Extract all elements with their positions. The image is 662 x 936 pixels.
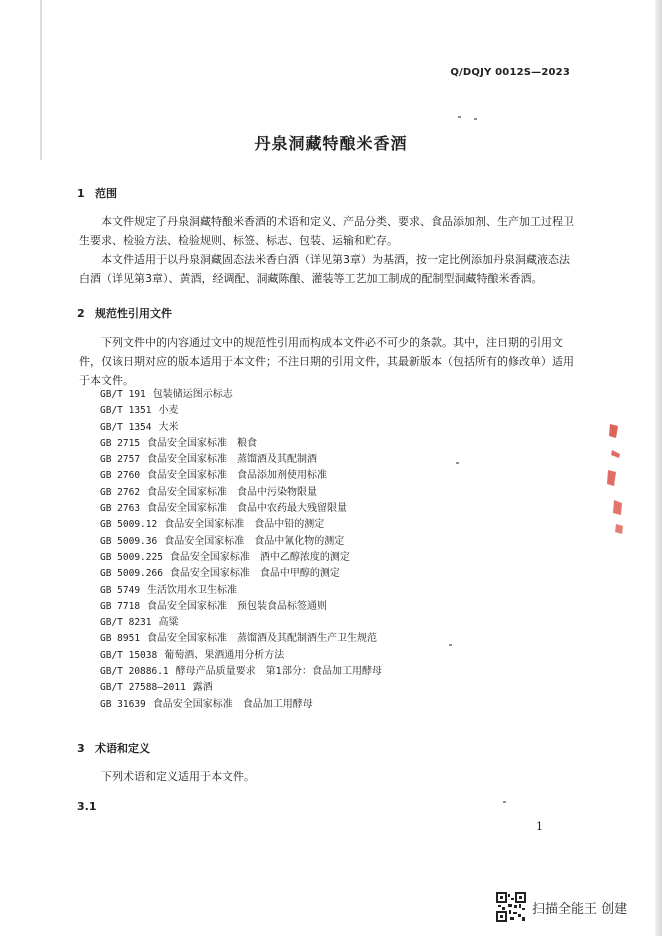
section-title: 范围 [95,187,117,200]
reference-item [100,583,382,599]
reference-code: GB/T 15038 [100,649,158,661]
reference-item [100,436,382,452]
reference-item [100,648,382,664]
reference-title: 食品安全国家标准 食品中氰化物的测定 [164,535,345,547]
watermark-text: 扫描全能王 创建 [532,901,628,917]
reference-title: 食品安全国家标准 食品添加剂使用标准 [147,470,328,482]
reference-item [100,599,382,615]
red-stamp-fragment [604,420,628,540]
section-2-heading [77,305,172,321]
reference-item [100,485,382,501]
reference-title: 食品安全国家标准 蒸馏酒及其配制酒 [147,454,318,466]
reference-code: GB 5749 [100,584,141,596]
reference-code: GB 2762 [100,486,141,498]
section-title: 规范性引用文件 [95,307,172,320]
section-title: 术语和定义 [95,742,150,755]
reference-item [100,420,382,436]
reference-title: 包装储运图示标志 [152,389,233,400]
scan-speck [503,801,506,803]
reference-item [100,615,382,631]
reference-title: 食品安全国家标准 蒸馏酒及其配制酒生产卫生规范 [147,633,378,645]
reference-item [100,452,382,468]
reference-item [100,468,382,484]
reference-title: 食品安全国家标准 粮食 [147,437,258,449]
section-number: 1 [77,187,85,200]
reference-title: 露酒 [192,682,213,694]
reference-title: 食品安全国家标准 食品中甲醇的测定 [169,568,340,580]
reference-code: GB 5009.225 [100,551,163,563]
reference-item [100,403,382,419]
section-1-paragraph-1: 本文件规定了丹泉洞藏特酿米香酒的术语和定义、产品分类、要求、食品添加剂、生产加工过程卫生要求、检验方法、检验规则、标签、标志、包装、运输和贮存。 [79,215,574,247]
scan-speck [458,116,461,118]
reference-title: 食品安全国家标准 酒中乙醇浓度的测定 [169,551,350,563]
reference-title: 葡萄酒、果酒通用分析方法 [164,649,285,661]
reference-code: GB 2763 [100,503,141,515]
scan-speck [449,644,452,646]
reference-code: GB 5009.12 [100,519,158,531]
section-1-paragraph-2: 本文件适用于以丹泉洞藏固态法米香白酒（详见第3章）为基酒，按一定比例添加丹泉洞藏液态法白酒（详见第3章）、黄酒，经调配、洞藏陈酿、灌装等工艺加工制成的配制型洞藏特酿米香酒。 [79,253,570,285]
section-3-heading [77,740,150,756]
scan-speck [474,118,477,120]
reference-item [100,387,382,403]
reference-code: GB/T 27588—2011 [100,682,186,694]
reference-code: GB 2757 [100,454,141,466]
reference-item [100,501,382,517]
reference-item [100,697,382,713]
reference-title: 食品安全国家标准 预包装食品标签通则 [147,600,328,612]
reference-item [100,680,382,696]
reference-title: 食品安全国家标准 食品中铅的测定 [164,519,325,531]
reference-title: 大米 [158,421,179,433]
reference-item [100,550,382,566]
reference-item [100,534,382,550]
reference-title: 食品安全国家标准 食品加工用酵母 [152,698,313,710]
qr-code-icon [496,892,526,922]
section-number: 3 [77,742,85,755]
reference-code: GB 2715 [100,437,141,449]
reference-item [100,566,382,582]
section-number: 2 [77,307,85,320]
reference-code: GB 2760 [100,470,141,482]
reference-code: GB/T 20886.1 [100,666,169,678]
page-number: 1 [536,820,543,833]
reference-code: GB/T 1351 [100,405,152,417]
reference-title: 小麦 [158,405,179,417]
reference-item [100,664,382,680]
reference-code: GB 5009.266 [100,568,163,580]
section-1-heading [77,185,117,201]
scanner-watermark [496,892,646,922]
reference-item [100,631,382,647]
document-title: 丹泉洞藏特酿米香酒 [254,134,408,153]
standard-code: Q/DQJY 0012S—2023 [450,67,570,78]
reference-code: GB 5009.36 [100,535,158,547]
reference-code: GB 8951 [100,633,141,645]
reference-title: 食品安全国家标准 食品中农药最大残留限量 [147,503,348,515]
scan-speck [456,462,459,464]
reference-code: GB/T 191 [100,389,146,400]
subsection-3-1: 3.1 [77,800,97,813]
reference-code: GB 7718 [100,600,141,612]
reference-list [100,387,382,713]
reference-title: 酵母产品质量要求 第1部分：食品加工用酵母 [175,666,383,678]
reference-code: GB/T 1354 [100,421,152,433]
reference-item [100,517,382,533]
reference-code: GB 31639 [100,698,146,710]
section-3-paragraph-1: 下列术语和定义适用于本文件。 [101,770,255,783]
reference-title: 高粱 [158,617,179,629]
reference-code: GB/T 8231 [100,617,152,629]
reference-title: 食品安全国家标准 食品中污染物限量 [147,486,318,498]
section-2-paragraph-1: 下列文件中的内容通过文中的规范性引用而构成本文件必不可少的条款。其中，注日期的引用文件，仅该日期对应的版本适用于本文件；不注日期的引用文件，其最新版本（包括所有的修改单）适用于本文件。 [79,336,574,387]
reference-title: 生活饮用水卫生标准 [147,584,238,596]
